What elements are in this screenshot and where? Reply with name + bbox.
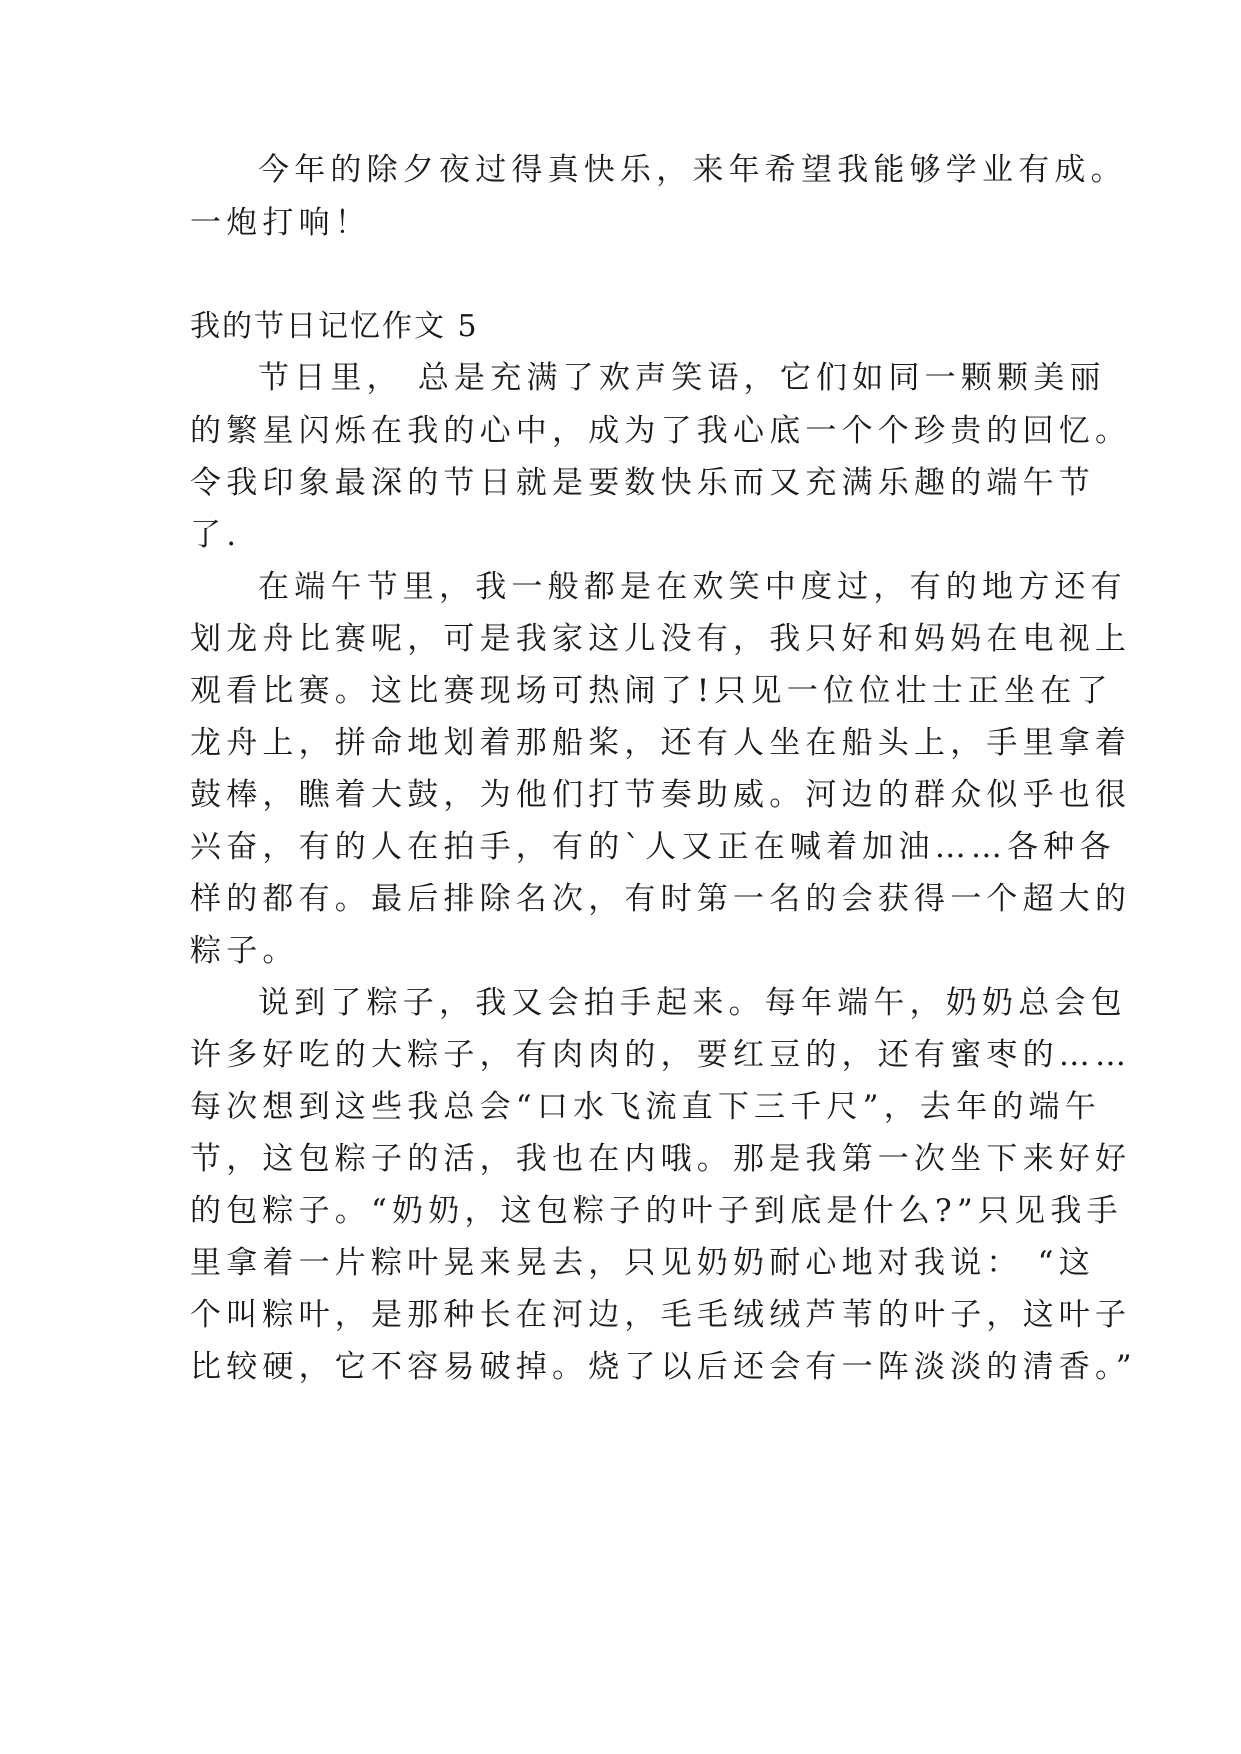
paragraph-line: 划龙舟比赛呢，可是我家这儿没有，我只好和妈妈在电视上 [190,621,1132,657]
paragraph-line: 节日里， 总是充满了欢声笑语，它们如同一颗颗美丽 [258,360,1106,396]
section-heading: 我的节日记忆作文 5 [190,309,479,344]
paragraph-line: 的繁星闪烁在我的心中，成为了我心底一个个珍贵的回忆。 [190,413,1132,449]
paragraph-line: 鼓棒，瞧着大鼓，为他们打节奏助威。河边的群众似乎也很 [190,777,1132,813]
paragraph-line: 今年的除夕夜过得真快乐，来年希望我能够学业有成。 [258,152,1127,188]
paragraph-line: 节，这包粽子的活，我也在内哦。那是我第一次坐下来好好 [190,1141,1132,1177]
paragraph-line: 个叫粽叶，是那种长在河边，毛毛绒绒芦苇的叶子，这叶子 [190,1297,1132,1333]
paragraph-line: 说到了粽子，我又会拍手起来。每年端午，奶奶总会包 [258,985,1127,1021]
paragraph-line: 样的都有。最后排除名次，有时第一名的会获得一个超大的 [190,881,1132,917]
paragraph-line: 在端午节里，我一般都是在欢笑中度过，有的地方还有 [258,569,1127,605]
paragraph-line: 令我印象最深的节日就是要数快乐而又充满乐趣的端午节 [190,465,1095,501]
paragraph-line: 了. [190,517,242,553]
paragraph-line: 观看比赛。这比赛现场可热闹了!只见一位位壮士正坐在了 [190,673,1113,709]
paragraph-line: 粽子。 [190,933,299,969]
paragraph-line: 每次想到这些我总会“口水飞流直下三千尺”，去年的端午 [190,1089,1101,1125]
paragraph-line: 一炮打响！ [190,205,371,241]
paragraph-line: 兴奋，有的人在拍手，有的`人又正在喊着加油……各种各 [190,829,1116,865]
paragraph-line: 龙舟上，拼命地划着那船桨，还有人坐在船头上，手里拿着 [190,725,1132,761]
paragraph-line: 里拿着一片粽叶晃来晃去，只见奶奶耐心地对我说： “这 [190,1245,1095,1281]
paragraph-line: 许多好吃的大粽子，有肉肉的，要红豆的，还有蜜枣的…… [190,1037,1132,1073]
paragraph-line: 的包粽子。“奶奶，这包粽子的叶子到底是什么?”只见我手 [190,1193,1123,1229]
paragraph-line: 比较硬，它不容易破掉。烧了以后还会有一阵淡淡的清香。” [190,1349,1137,1385]
